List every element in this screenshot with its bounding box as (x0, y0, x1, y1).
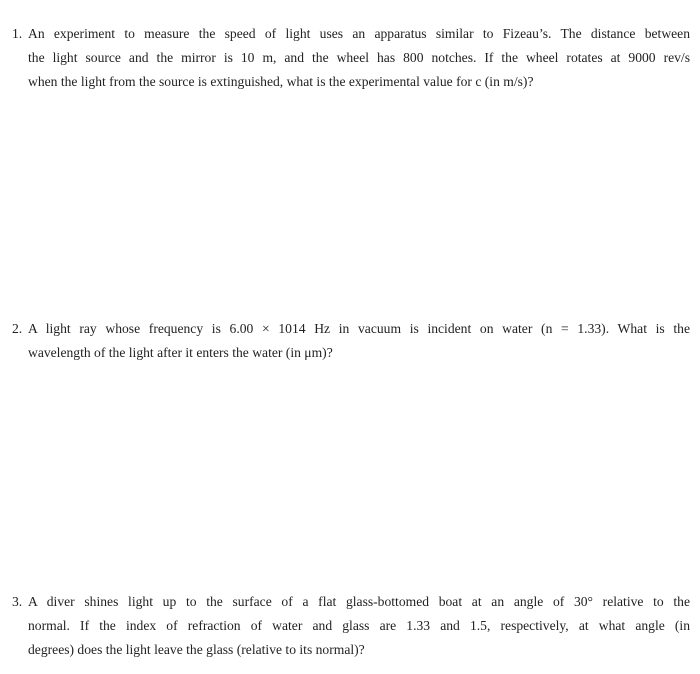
problem-3-text-1: A diver shines light up to the surface of a flat glass-bottomed boat at an angle of 30° relative to the (28, 594, 690, 609)
problem-1-text-1: An experiment to measure the speed of light uses an apparatus similar to Fizeau’s. The distance between (28, 26, 690, 41)
problem-1 (12, 22, 690, 94)
problem-3-text-2: normal. If the index of refraction of water and glass are 1.33 and 1.5, respectively, at what angle (in (28, 618, 690, 633)
problem-1-text-3: when the light from the source is extinguished, what is the experimental value for c (in m/s)? (28, 74, 534, 89)
problem-2-number: 2. (12, 321, 23, 336)
problem-2-text-2: wavelength of the light after it enters the water (in μm)? (28, 345, 333, 360)
problem-1-text-2: the light source and the mirror is 10 m, and the wheel has 800 notches. If the wheel rotates at 9000 rev/s (28, 50, 690, 65)
problem-3-text-3: degrees) does the light leave the glass (relative to its normal)? (28, 642, 365, 657)
problem-2-text-1: A light ray whose frequency is 6.00 × 1014 Hz in vacuum is incident on water (n = 1.33). What is the (28, 321, 690, 336)
problem-2 (12, 317, 690, 365)
problem-1-line-1 (12, 22, 690, 46)
problem-2-line-1 (12, 317, 690, 341)
problem-3-number: 3. (12, 594, 23, 609)
problem-1-number: 1. (12, 26, 23, 41)
problem-3-line-1 (12, 590, 690, 614)
problem-3 (12, 590, 690, 662)
